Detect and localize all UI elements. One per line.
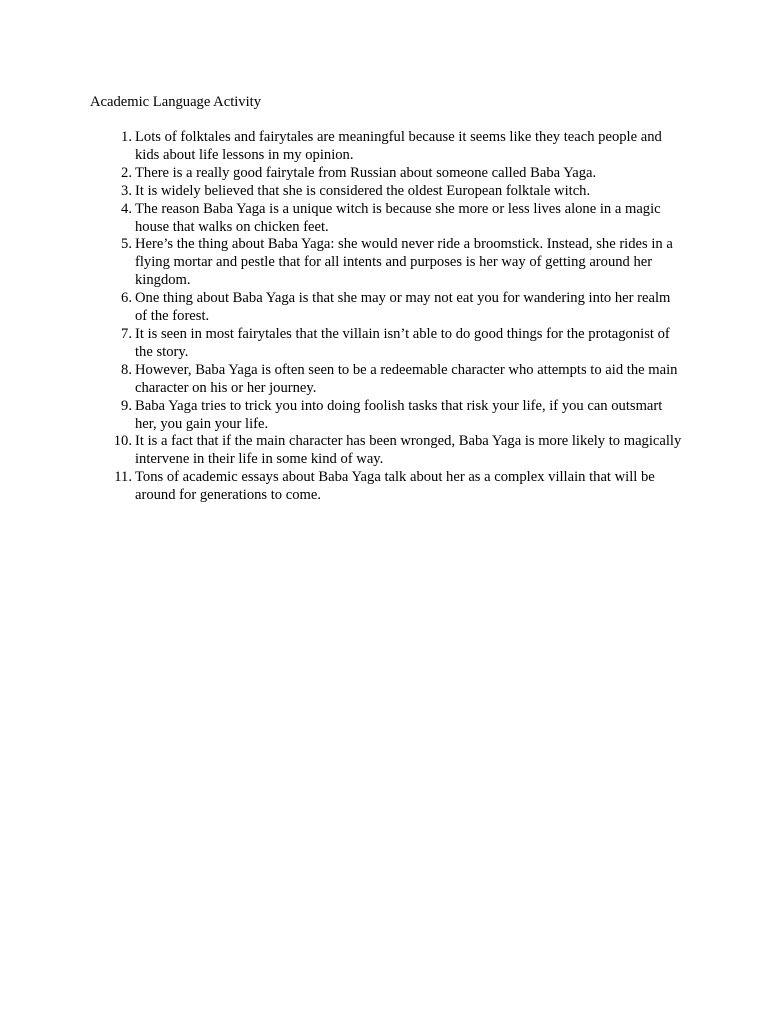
- list-item-text: Here’s the thing about Baba Yaga: she would never ride a broomstick. Instead, she rides in a flying mortar and pestle that for all intents and purposes is her way of getting around her kingdom.: [135, 236, 673, 289]
- list-item: [0, 165, 768, 183]
- list-item-text: It is widely believed that she is considered the oldest European folktale witch.: [135, 182, 591, 199]
- list-item-number: 3.: [121, 182, 132, 199]
- list-item-text: It is a fact that if the main character has been wronged, Baba Yaga is more likely to magically intervene in their life in some kind of way.: [135, 433, 682, 468]
- list-item-number: 5.: [121, 236, 132, 253]
- list-item-text: However, Baba Yaga is often seen to be a redeemable character who attempts to aid the main character on his or her journey.: [135, 361, 678, 396]
- list-item: [0, 433, 768, 469]
- list-item: [0, 201, 768, 237]
- list-item-number: 9.: [121, 397, 132, 414]
- list-item-number: 8.: [121, 361, 132, 378]
- document-title: Academic Language Activity: [90, 94, 262, 110]
- list-item: [0, 129, 768, 165]
- list-item: [0, 290, 768, 326]
- numbered-list: [0, 129, 768, 505]
- list-item: [0, 398, 768, 434]
- list-item-text: There is a really good fairytale from Russian about someone called Baba Yaga.: [135, 164, 597, 181]
- list-item-number: 4.: [121, 200, 132, 217]
- list-item: [0, 236, 768, 290]
- list-item: [0, 469, 768, 505]
- list-item: [0, 183, 768, 201]
- list-item-text: It is seen in most fairytales that the villain isn’t able to do good things for the protagonist of the story.: [135, 325, 670, 360]
- list-item-number: 11.: [114, 469, 132, 486]
- list-item: [0, 326, 768, 362]
- list-item-text: Tons of academic essays about Baba Yaga talk about her as a complex villain that will be around for generations to come.: [135, 469, 655, 504]
- list-item: [0, 362, 768, 398]
- list-item-number: 6.: [121, 290, 132, 307]
- list-item-text: Baba Yaga tries to trick you into doing foolish tasks that risk your life, if you can outsmart her, you gain your life.: [135, 397, 663, 432]
- list-item-text: Lots of folktales and fairytales are meaningful because it seems like they teach people and kids about life lessons in my opinion.: [135, 129, 662, 163]
- list-item-text: The reason Baba Yaga is a unique witch is because she more or less lives alone in a magic house that walks on chicken feet.: [135, 200, 661, 235]
- list-item-text: One thing about Baba Yaga is that she may or may not eat you for wandering into her realm of the forest.: [135, 290, 671, 325]
- list-item-number: 10.: [113, 433, 132, 450]
- list-item-number: 7.: [121, 325, 132, 342]
- list-item-number: 2.: [121, 164, 132, 181]
- list-item-number: 1.: [121, 129, 132, 145]
